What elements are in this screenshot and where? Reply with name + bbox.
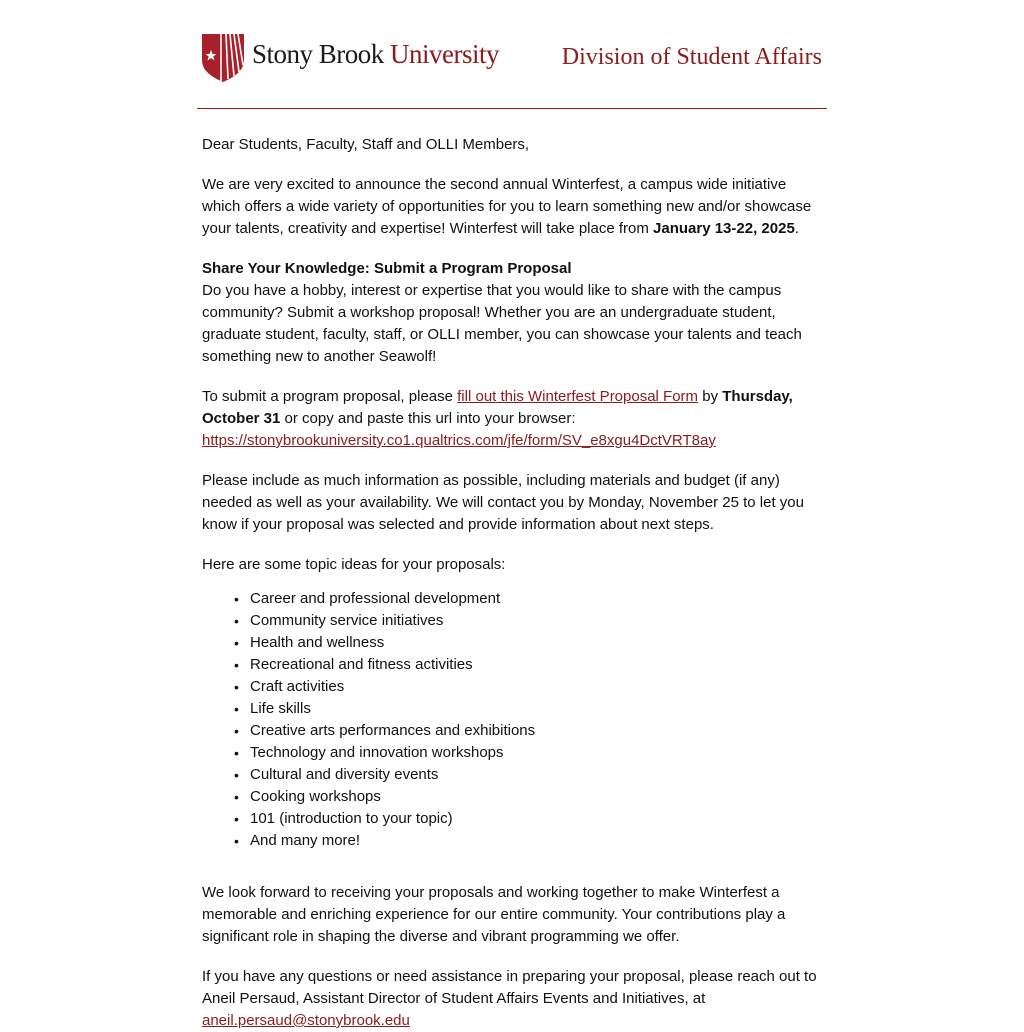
list-item: • Creative arts performances and exhibitions [250, 720, 822, 742]
submit-paragraph [202, 386, 822, 452]
list-item: • Life skills [250, 698, 822, 720]
intro-end: . [794, 220, 799, 237]
section-body: Do you have a hobby, interest or expertise that you would like to share with the campus community? Submit a workshop proposal! Whether you are an undergraduate student, graduate student, faculty, staff, or OLLI member, you can showcase your talents and teach something new to another Seawolf! [202, 282, 802, 365]
submit-pre: To submit a program proposal, please [202, 388, 458, 405]
university-logo [202, 32, 499, 82]
list-item: • 101 (introduction to your topic) [250, 808, 822, 830]
greeting: Dear Students, Faculty, Staff and OLLI Members, [202, 136, 530, 153]
list-item: • Cooking workshops [250, 786, 822, 808]
topics-list [202, 588, 822, 852]
topics-intro: Here are some topic ideas for your proposals: [202, 556, 506, 573]
shield-icon [202, 32, 244, 82]
list-item: • Recreational and fitness activities [250, 654, 822, 676]
wordmark-main: Stony Brook [252, 38, 384, 69]
contact-paragraph [202, 966, 822, 1032]
deadline: Thursday, October 31 [202, 388, 793, 427]
email-content [197, 134, 827, 1032]
proposal-url-link[interactable]: https://stonybrookuniversity.co1.qualtrics.com/jfe/form/SV_e8xgu4DctVRT8ay [202, 432, 716, 449]
list-item: • Cultural and diversity events [250, 764, 822, 786]
submit-post: or copy and paste this url into your browser: [280, 410, 576, 427]
event-dates: January 13-22, 2025 [653, 220, 795, 237]
list-item: • Craft activities [250, 676, 822, 698]
list-item: • Technology and innovation workshops [250, 742, 822, 764]
list-item: • And many more! [250, 830, 822, 852]
list-item: • Career and professional development [250, 588, 822, 610]
submit-mid: by [698, 388, 723, 405]
wordmark-accent: University [390, 38, 500, 69]
proposal-form-link[interactable]: fill out this Winterfest Proposal Form [457, 388, 699, 405]
list-item: • Health and wellness [250, 632, 822, 654]
list-item: • Community service initiatives [250, 610, 822, 632]
proposal-section [202, 258, 822, 368]
university-wordmark [252, 38, 500, 69]
section-heading: Share Your Knowledge: Submit a Program Proposal [202, 260, 572, 277]
info-paragraph: Please include as much information as possible, including materials and budget (if any) needed as well as your availability. We will contact you by Monday, November 25 to let you know if your proposal was selected and provide information about next steps. [202, 472, 804, 533]
email-header [197, 0, 827, 109]
contact-email-link[interactable]: aneil.persaud@stonybrook.edu [202, 1012, 410, 1029]
intro-paragraph [202, 174, 822, 240]
intro-text: We are very excited to announce the second annual Winterfest, a campus wide initiative which offers a wide variety of opportunities for you to learn something new and/or showcase your talents, creativity and expertise! Winterfest will take place from [202, 176, 812, 237]
contact-text: If you have any questions or need assistance in preparing your proposal, please reach out to Aneil Persaud, Assistant Director of Student Affairs Events and Initiatives, at [202, 968, 817, 1007]
closing-paragraph: We look forward to receiving your proposals and working together to make Winterfest a memorable and enriching experience for our entire community. Your contributions play a significant role in shaping the diverse and vibrant programming we offer. [202, 884, 786, 945]
division-title: Division of Student Affairs [561, 44, 822, 70]
email-body [197, 0, 827, 1032]
